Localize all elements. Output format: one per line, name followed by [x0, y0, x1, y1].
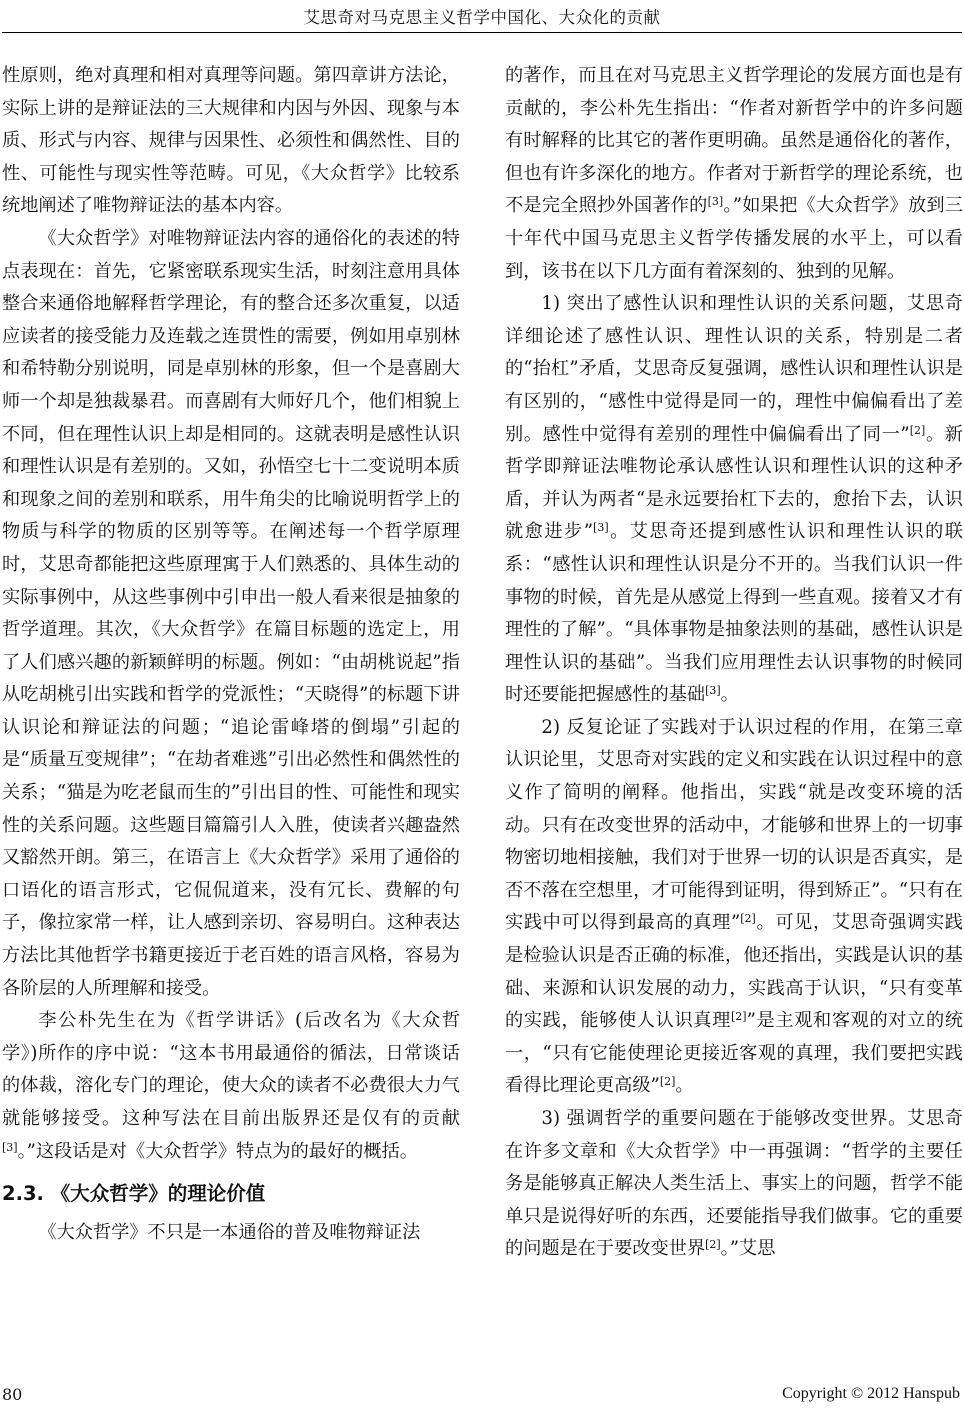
- page-number: 80: [2, 1385, 23, 1404]
- paragraph-text: 。”艾思: [720, 1238, 776, 1260]
- citation-ref[interactable]: [3]: [593, 521, 609, 535]
- paragraph-text: 的著作，而且在对马克思主义哲学理论的发展方面也是有贡献的，李公朴先生指出：“作者对新哲学中的许多问题有时解释的比其它的著作更明确。虽然是通俗化的著作，但也有许多深化的地方。作者对于新哲学的理论系统，也不是完全照抄外国著作的: [505, 65, 963, 217]
- paragraph: 《大众哲学》对唯物辩证法内容的通俗化的表述的特点表现在：首先，它紧密联系现实生活，时刻注意用具体整合来通俗地解释哲学理论，有的整合还多次重复，以适应读者的接受能力及连载之连贯性的需要，例如用卓别林和希特勒分别说明，同是卓别林的形象，但一个是喜剧大师一个却是独裁暴君。而喜剧有大师好几个，他们相貌上不同，但在理性认识上却是相同的。这就表明是感性认识和理性认识是有差别的。又如，孙悟空七十二变说明本质和现象之间的差别和联系，用牛角尖的比喻说明哲学上的物质与科学的物质的区别等等。在阐述每一个哲学原理时，艾思奇都能把这些原理寓于人们熟悉的、具体生动的实际事例中，从这些事例中引申出一般人看来很是抽象的哲学道理。其次，《大众哲学》在篇目标题的选定上，用了人们感兴趣的新颖鲜明的标题。例如：“由胡桃说起”指从吃胡桃引出实践和哲学的党派性；“天晓得”的标题下讲认识论和辩证法的问题；“追论雷峰塔的倒塌”引起的是“质量互变规律”；“在劫者难逃”引出必然性和偶然性的关系；“猫是为吃老鼠而生的”引出目的性、可能性和现实性的关系问题。这些题目篇篇引人入胜，使读者兴趣盎然又豁然开朗。第三，在语言上《大众哲学》采用了通俗的口语化的语言形式，它侃侃道来，没有冗长、费解的句子，像拉家常一样，让人感到亲切、容易明白。这种表达方法比其他哲学书籍更接近于老百姓的语言风格，容易为各阶层的人所理解和接受。: [2, 227, 460, 999]
- paragraph: 《大众哲学》不只是一本通俗的普及唯物辩证法: [38, 1222, 421, 1244]
- citation-ref[interactable]: [3]: [2, 1140, 18, 1154]
- paragraph-text: 。新哲学即辩证法唯物论承认感性认识和理性认识的这种矛盾，并认为两者“是永远要抬杠下去的，愈抬下去，认识就愈进步”: [505, 423, 963, 543]
- paragraph-text: 。: [720, 684, 739, 706]
- paragraph-text: 。: [675, 1075, 694, 1097]
- paragraph-text: 2) 反复论证了实践对于认识过程的作用，在第三章认识论里，艾思奇对实践的定义和实践在认识过程中的意义作了简明的阐释。他指出，实践“就是改变环境的活动。只有在改变世界的活动中，才能够和世界上的一切事物密切地相接触，我们对于世界一切的认识是否真实，是否不落在空想里，才可能得到证明，得到矫正”。“只有在实践中可以得到最高的真理”: [505, 716, 963, 934]
- citation-ref[interactable]: [2]: [909, 423, 926, 437]
- citation-ref[interactable]: [2]: [659, 1075, 676, 1089]
- paragraph: [505, 60, 963, 288]
- paragraph-text: 李公朴先生在为《哲学讲话》(后改名为《大众哲学》)所作的序中说：“这本书用最通俗的循法，日常谈话的体裁，溶化专门的理论，使大众的读者不必费很大力气就能够接受。这种写法在目前出版界还是仅有的贡献: [2, 1010, 460, 1129]
- paragraph-text: 1) 突出了感性认识和理性认识的关系问题，艾思奇详细论述了感性认识、理性认识的关系，特别是二者的“抬杠”矛盾，艾思奇反复强调，感性认识和理性认识是有区别的，“感性中觉得是同一的，理性中偏偏看出了差别。感性中觉得有差别的理性中偏偏看出了同一”: [505, 293, 963, 445]
- paragraph: [505, 1103, 963, 1266]
- paragraph: [2, 1005, 460, 1168]
- paragraph-text: 。可见，艾思奇强调实践是检验认识是否正确的标准，他还指出，实践是认识的基础、来源和认识发展的动力，实践高于认识，“只有变革的实践，能够使人认识真理: [505, 912, 963, 1032]
- section-heading: 2.3. 《大众哲学》的理论价值: [2, 1182, 266, 1206]
- copyright-notice: Copyright © 2012 Hanspub: [782, 1385, 960, 1402]
- paragraph-text: 。”这段话是对《大众哲学》特点为的最好的概括。: [17, 1140, 418, 1162]
- citation-ref[interactable]: [2]: [730, 1010, 747, 1024]
- paragraph: [505, 712, 963, 1103]
- header-rule: [2, 32, 962, 33]
- paragraph: [505, 288, 963, 712]
- paragraph: 性原则，绝对真理和相对真理等问题。第四章讲方法论，实际上讲的是辩证法的三大规律和内因与外因、现象与本质、形式与内容、规律与因果性、必须性和偶然性、目的性、可能性与现实性等范畴。可见，《大众哲学》比较系统地阐述了唯物辩证法的基本内容。: [2, 65, 460, 217]
- citation-ref[interactable]: [2]: [740, 912, 756, 926]
- citation-ref[interactable]: [2]: [705, 1238, 721, 1252]
- paragraph-text: 。”如果把《大众哲学》放到三十年代中国马克思主义哲学传播发展的水平上，可以看到，该书在以下几方面有着深刻的、独到的见解。: [505, 195, 963, 282]
- running-header: 艾思奇对马克思主义哲学中国化、大众化的贡献: [303, 8, 661, 27]
- left-column: [2, 60, 460, 1250]
- paragraph-text: ”是主观和客观的对立的统一，“只有它能使理论更接近客观的真理，我们要把实践看得比理论更高级”: [505, 1010, 963, 1097]
- right-column: [505, 60, 963, 1266]
- paragraph-text: 3) 强调哲学的重要问题在于能够改变世界。艾思奇在许多文章和《大众哲学》中一再强调：“哲学的主要任务是能够真正解决人类生活上、事实上的问题，哲学不能单只是说得好听的东西，还要能指导我们做事。它的重要的问题是在于要改变世界: [505, 1108, 963, 1260]
- citation-ref[interactable]: [3]: [707, 195, 724, 209]
- paragraph-text: 。艾思奇还提到感性认识和理性认识的联系：“感性认识和理性认识是分不开的。当我们认识一件事物的时候，首先是从感觉上得到一些直观。接着又才有理性的了解”。“具体事物是抽象法则的基础，感性认识是理性认识的基础”。当我们应用理性去认识事物的时候同时还要能把握感性的基础: [505, 521, 963, 706]
- citation-ref[interactable]: [3]: [705, 684, 721, 698]
